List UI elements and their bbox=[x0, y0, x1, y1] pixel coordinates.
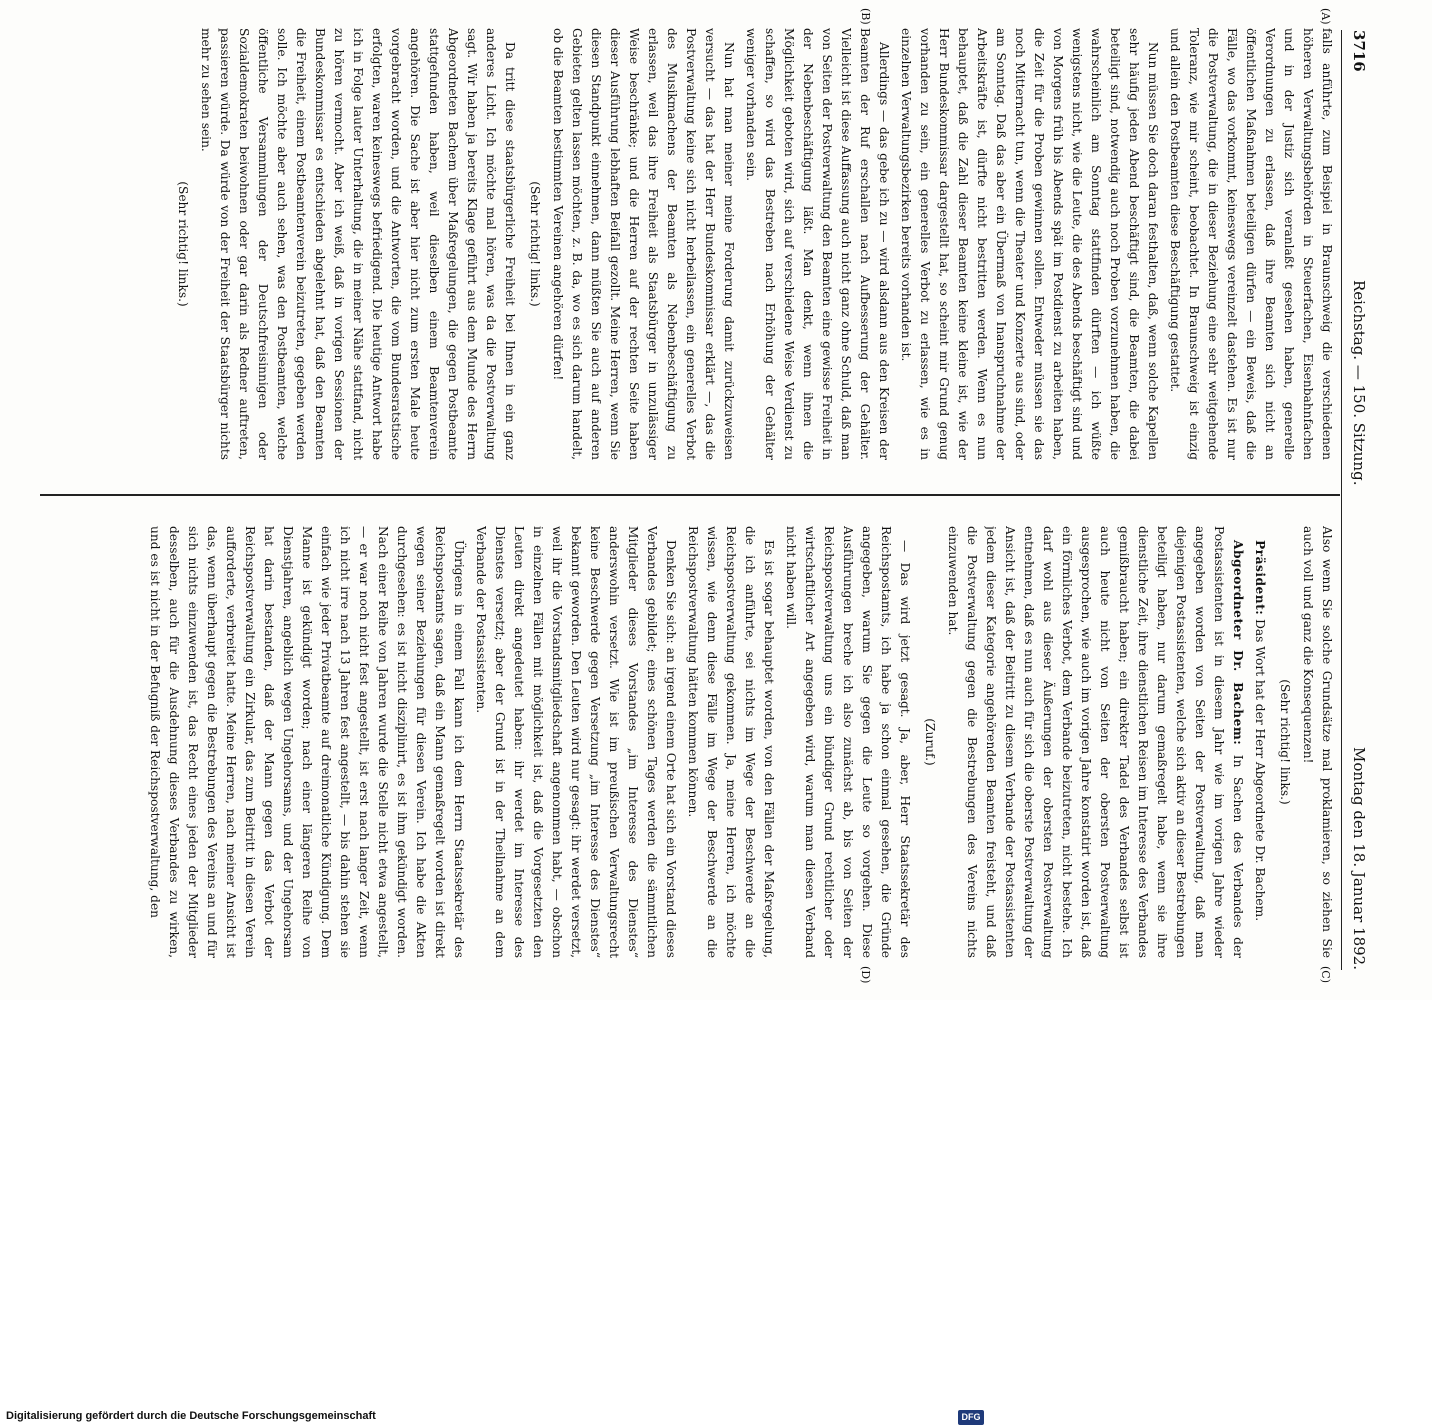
interjection: (Sehr richtig! links.) bbox=[1278, 679, 1292, 805]
margin-mark-d: (D) bbox=[859, 966, 872, 984]
speech-text: Das Wort hat der Herr Abgeordnete Dr. Bachem. bbox=[1253, 619, 1267, 922]
left-column bbox=[46, 28, 1336, 460]
body-paragraph: Nun hat man meiner meine Forderung damit zurückzuweisen versucht — das hat der Herr Bundeskommissar erklärt —, das die Postverwaltung keine sich nicht herbeilassen, ein generelles Verbot des Musikmachens der Beamten als Nebenbeschäftigung zu erlassen, weil das ihre Freiheit als Staatsbürger in unzulässiger Weise beschränke; und die Herren auf der rechten Seite haben dieser Ausführung lebhaften Beifall gezollt. Meine Herren, wenn Sie diesen Standpunkt einnehmen, dann müßten Sie auch auf anderen Gebieten gelten lassen möchten, z. B. da, wo es sich darum handelt, ob die Beamten bestimmten Vereinen angehören dürfen! bbox=[551, 28, 736, 460]
speech-paragraph bbox=[1250, 526, 1269, 958]
body-paragraph: Nun müssen Sie doch daran festhalten, daß, wenn solche Kapellen sehr häufig jeden Abend beschäftigt sind, die Beamten, die dabei beteiligt sind, notwendig auch noch Proben vorzunehmen haben, die wahrscheinlich am Sonntag stattfinden dürften — ich wüßte wenigstens nicht, wie die Leute, die des Abends beschäftigt sind und von Morgens früh bis Abends spät im Postdienst zu arbeiten haben, die Zeit für die Proben gewinnen sollen. Entweder müssen sie das noch Mitternacht tun, wenn die Theater und Konzerte aus sind, oder am Sonntag. Daß das aber ein Übermaß von Inanspruchnahme der Arbeitskräfte ist, dürfte nicht bestritten werden. Wenn es nun behauptet, daß die Zahl dieser Beamten keine kleine ist, wie der Herr Bundeskommissar dargestellt hat, so scheint mir Grund genug vorhanden zu sein, ein generelles Verbot zu erlassen, wie es in einzelnen Verwaltungsbezirken bereits vorhanden ist. bbox=[899, 28, 1160, 460]
page-number: 3716 bbox=[1350, 30, 1368, 72]
column-divider bbox=[40, 494, 1340, 496]
page-date: Montag den 18. Januar 1892. bbox=[1350, 746, 1368, 970]
dfg-logo-icon: DFG bbox=[958, 1410, 984, 1425]
page-header bbox=[1341, 30, 1372, 970]
body-paragraph: Es ist sogar behauptet worden, von den Fällen der Maßregelung, die ich anführte, sei nichts im Wege der Beschwerde an die Reichspostverwaltung gekommen. Ja, meine Herren, ich möchte wissen, wie denn diese Fälle im Wege der Beschwerde an die Reichspostverwaltung hätten kommen können. bbox=[686, 526, 776, 958]
right-column bbox=[46, 526, 1336, 958]
speaker-name: Abgeordneter Dr. Bachem: bbox=[1231, 540, 1245, 746]
speech-text: In Sachen des Verbandes der Postassistenten ist in diesem Jahr wie im vorigen Jahre wieder angegeben worden von Seiten der Postverwaltung, daß man diejenigen Postassistenten, welche sich aktiv an dieser Bestrebungen beteiligt haben, nur darum gemaßregelt habe, wenn sie ihre dienstliche Zeit, ihre dienstlichen Reisen im Interesse des Verbandes gemißbraucht haben; ein direkter Tadel des Verbandes selbst ist auch heute nicht von Seiten der obersten Postverwaltung ausgesprochen, wie auch im vorigen Jahre konstatirt worden ist, daß ein förmliches Verbot, dem Verbande beizutreten, nicht bestehe. Ich darf wohl aus dieser Äußerungen der obersten Postverwaltung entnehmen, daß es nun auch für sich die oberste Postverwaltung der Ansicht ist, daß der Beitritt zu diesem Verbande der Postassistenten jedem dieser Kategorie angehörenden Beamten freisteht, und daß die Postverwaltung gegen die Bestrebungen des Vereins nichts einzuwenden hat. bbox=[946, 526, 1245, 958]
body-paragraph: Übrigens in einem Fall kann ich dem Herrn Staatssekretär des Reichspostamts sagen, daß ein Mann gemaßregelt worden ist direkt wegen seiner Beziehungen für diesen Verein. Ich habe die Akten durchgesehen: es ist nicht disziplinirt, es ist ihm gekündigt worden. Nach einer Reihe von Jahren wurde die Stelle nicht etwa angestellt, — er war noch nicht fest angestellt, ist erst nach langer Zeit, wenn ich nicht irre nach 13 Jahren fest angestellt, — bis dahin stehen sie einfach wie jeder Privatbeamte auf dreimonatliche Kündigung. Dem Manne ist gekündigt worden; nach einer längeren Reihe von Dienstjahren, angeblich wegen Ungehorsams, und der Ungehorsam hat darin bestanden, daß der Mann gegen das Verbot der Reichspostverwaltung ein Zirkular, das zum Beitritt in diesen Verein aufforderte, verbreitet hatte. Meine Herren, nach meiner Ansicht ist das, wenn überhaupt gegen die Bestrebungen des Vereins an und für sich nichts einzuwenden ist, das Recht eines jeden der Mitglieder desselben, auch für die Ausdehnung dieses Verbandes zu wirken, und es ist nicht in der Befugniß der Reichspostverwaltung, den bbox=[148, 526, 466, 958]
speech-paragraph bbox=[943, 526, 1247, 958]
body-paragraph: Also wenn Sie solche Grundsätze mal proklamieren, so ziehen Sie auch voll und ganz die Konsequenzen! bbox=[1301, 526, 1334, 958]
margin-mark-a: (A) bbox=[1319, 8, 1332, 25]
footer-text: Digitalisierung gefördert durch die Deutsche Forschungsgemeinschaft bbox=[6, 1410, 376, 1422]
body-paragraph: falls anführte, zum Beispiel in Braunschweig die verschiedenen höheren Verwaltungsbehörden in Steuerfachen, Eisenbahnfachen und in der Justiz sich veranlaßt gesehen haben, generelle Verordnungen zu erlassen, daß ihre Beamten sich nicht an öffentlichen Maßnahmen beteiligen dürfen — ein Beweis, daß die Fälle, wo das vorkommt, keineswegs vereinzelt dastehen. Es ist nur die Postverwaltung, die in dieser Beziehung eine sehr weitgehende Toleranz, wie mir scheint, beobachtet. In Braunschweig ist einzig und allein den Postbeamten diese Beschäftigung gestattet. bbox=[1168, 28, 1334, 460]
margin-mark-b: (B) bbox=[859, 8, 872, 25]
body-paragraph: Allerdings — das gebe ich zu — wird alsdann aus den Kreisen der Beamten der Ruf erschallen nach Aufbesserung der Gehälter. Vielleicht ist diese Auffassung auch nicht ganz ohne Schuld, daß man von Seiten der Postverwaltung den Beamten eine gewisse Freiheit in der Nebenbeschäftigung läßt. Man denkt, wenn ihnen die Möglichkeit geboten wird, sich auf verschiedene Weise Verdienst zu schaffen, so wird das Bestreben nach Erhöhung der Gehälter weniger vorhanden sein. bbox=[744, 28, 891, 460]
interjection: (Sehr richtig! links.) bbox=[528, 181, 542, 307]
page-title: Reichstag. — 150. Sitzung. bbox=[1350, 280, 1368, 486]
body-paragraph: Denken Sie sich: an irgend einem Orte hat sich ein Vorstand dieses Verbandes gebildet; eines schönen Tages werden die sämmtlichen Mitglieder dieses Vorstandes „im Interesse des Dienstes“ anderswohin versetzt. Wie ist im preußischen Verwaltungsrecht keine Beschwerde gegen Versetzung „im Interesse des Dienstes“ bekannt geworden. Den Leuten wird nur gesagt: ihr werdet versetzt, weil ihr die Vorstandsmitgliedschaft angenommen habt, — obschon in einzelnen Fällen mit möglichkeit ist, daß die Vorgesetzten den Leuten direkt angedeutet haben: ihr werdet im Interesse des Dienstes versetzt; aber der Grund ist in der Theilnahme an dem Verbande der Postassistenten. bbox=[474, 526, 678, 958]
margin-mark-c: (C) bbox=[1319, 966, 1332, 983]
body-paragraph: Da tritt diese staatsbürgerliche Freiheit bei Ihnen in ein ganz anderes Licht. Ich möchte mal hören, was da die Postverwaltung sagt. Wir haben ja bereits Klage geführt aus dem Munde des Herrn Abgeordneten Bachem über Maßregelungen, die gegen Postbeamte stattgefunden haben, weil dieselben einem Beamtenverein angehören. Die Sache ist aber hier nicht zum ersten Male heute vorgebracht worden, und die Antworten, die vom Bundesratstische erfolgten, waren keineswegs befriedigend. Die heutige Antwort habe ich in Folge lauter Unterhaltung, die in meiner Nähe stattfand, nicht zu hören vermocht. Aber ich weiß, daß in vorigen Sessionen der Bundeskommissar es entschieden abgelehnt hat, daß den Beamten die Freiheit, einem Postbeamtenverein beizutreten, gegeben werden solle. Ich möchte aber auch sehen, was den Postbeamten, welche öffentliche Versammlungen der Deutschfreisinnigen oder Sozialdemokraten beiwohnen oder gar darin als Redner auftreten, passieren würde. Da würde von der Freiheit der Staatsbürger nichts mehr zu sehen sein. bbox=[199, 28, 517, 460]
interjection: (Zuruf.) bbox=[923, 718, 937, 766]
body-paragraph: — Das wird jetzt gesagt. Ja, aber, Herr Staatssekretär des Reichspostamts, ich habe ja schon einmal gesehen, die Gründe angegeben, warum Sie gegen die Leute so vorgehen. Diese Ausführungen breche ich also zunächst ab, bis von Seiten der Reichspostverwaltung uns ein bündiger Grund rechtlicher oder wirtschaftlicher Art angegeben wird, warum man diesen Verband nicht haben will. bbox=[784, 526, 912, 958]
interjection: (Sehr richtig! links.) bbox=[176, 181, 190, 307]
footer-strip bbox=[0, 1408, 1000, 1428]
speaker-name: Präsident: bbox=[1253, 540, 1267, 616]
